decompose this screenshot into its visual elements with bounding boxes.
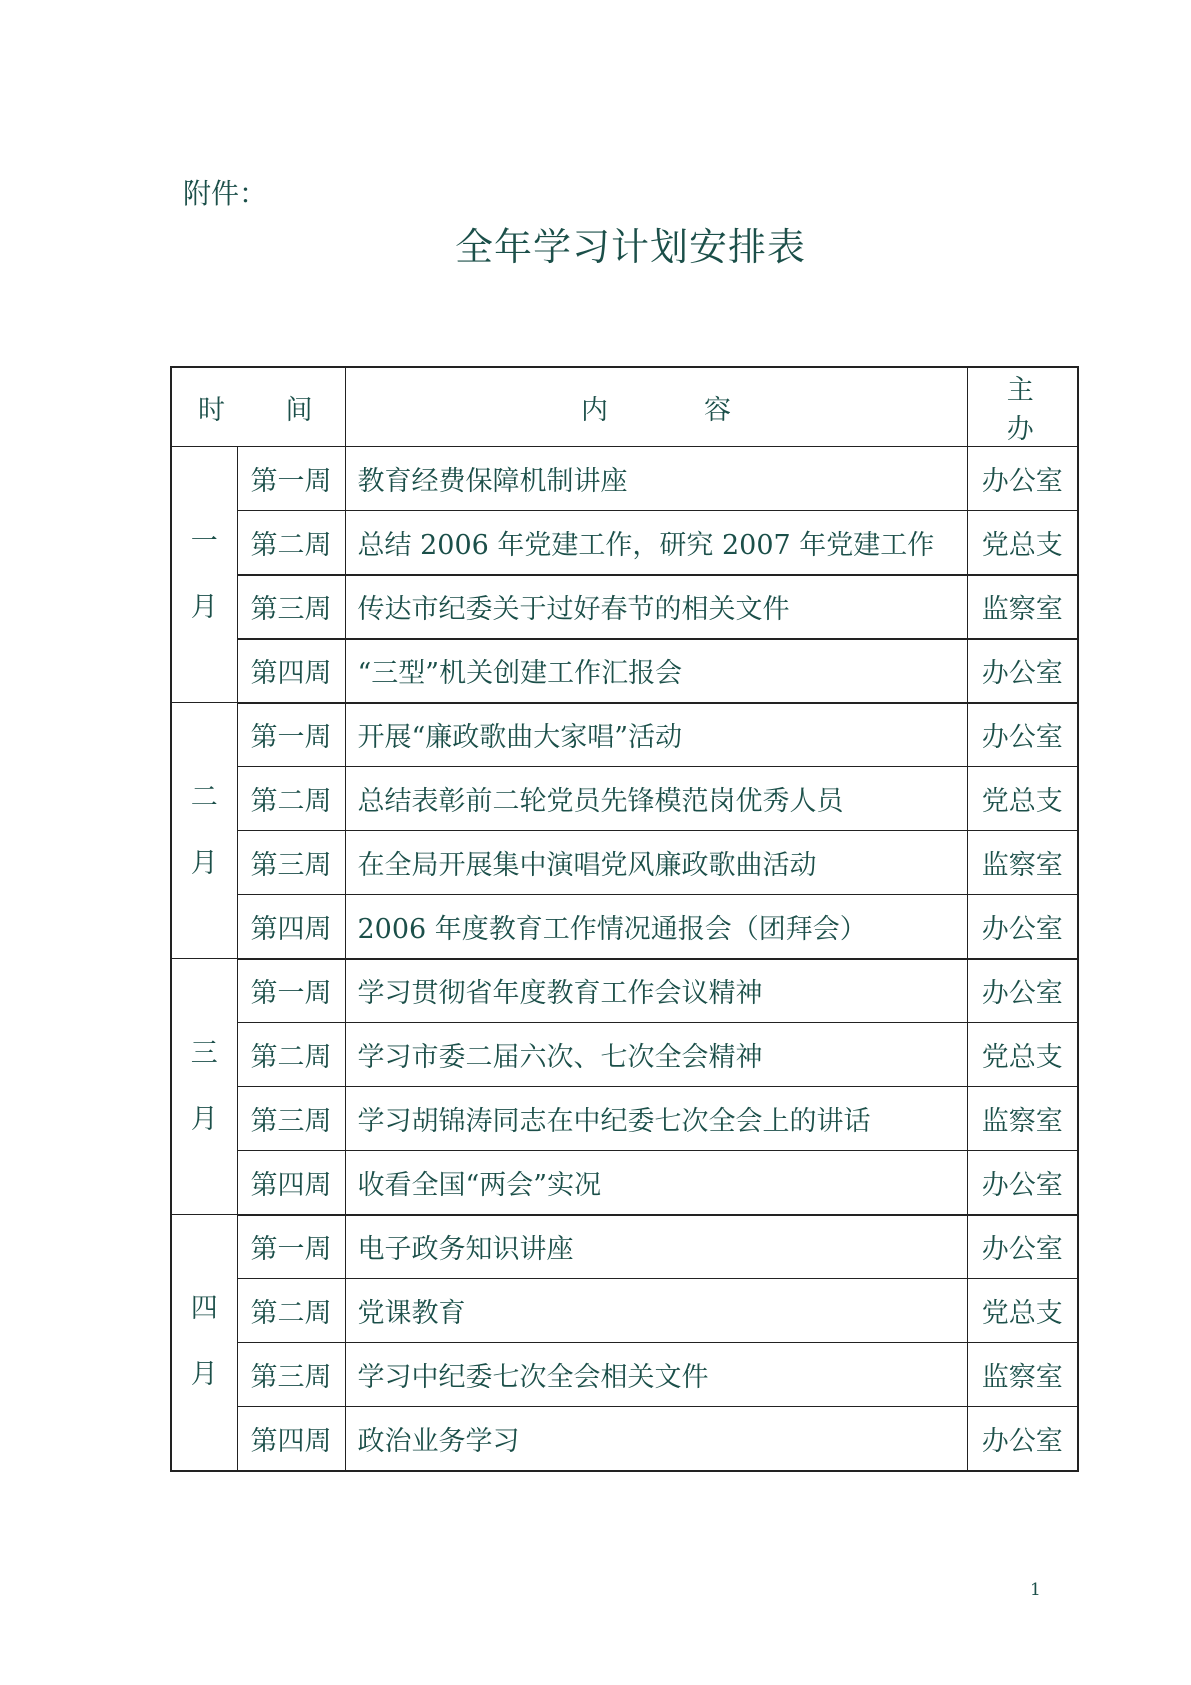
header-content-left: 内 <box>581 394 608 426</box>
organizer-cell: 办公室 <box>967 959 1078 1023</box>
table-row <box>171 767 1078 831</box>
attachment-label: 附件： <box>183 177 268 210</box>
content-cell: 总结 2006 年党建工作，研究 2007 年党建工作 <box>345 511 967 575</box>
organizer-cell: 党总支 <box>967 1023 1078 1087</box>
month-label-top: 二 <box>190 781 218 813</box>
week-cell: 第三周 <box>237 575 345 639</box>
study-plan-table <box>170 366 1079 1472</box>
week-cell: 第四周 <box>237 1151 345 1215</box>
week-cell: 第一周 <box>237 447 345 511</box>
table-row <box>171 959 1078 1023</box>
week-cell: 第三周 <box>237 831 345 895</box>
organizer-cell: 监察室 <box>967 1343 1078 1407</box>
table-row <box>171 1407 1078 1471</box>
content-cell: 传达市纪委关于过好春节的相关文件 <box>345 575 967 639</box>
week-cell: 第三周 <box>237 1343 345 1407</box>
organizer-cell: 监察室 <box>967 831 1078 895</box>
month-cell <box>171 447 237 703</box>
content-cell: 电子政务知识讲座 <box>345 1215 967 1279</box>
week-cell: 第四周 <box>237 639 345 703</box>
header-content-right: 容 <box>704 394 731 426</box>
week-cell: 第二周 <box>237 1279 345 1343</box>
week-cell: 第二周 <box>237 767 345 831</box>
table-row <box>171 511 1078 575</box>
month-cell <box>171 1215 237 1471</box>
organizer-cell: 办公室 <box>967 1151 1078 1215</box>
content-cell: 党课教育 <box>345 1279 967 1343</box>
organizer-cell: 办公室 <box>967 895 1078 959</box>
content-cell: 教育经费保障机制讲座 <box>345 447 967 511</box>
organizer-cell: 党总支 <box>967 1279 1078 1343</box>
page-number: 1 <box>1030 1580 1041 1600</box>
content-cell: 开展“廉政歌曲大家唱”活动 <box>345 703 967 767</box>
organizer-cell: 监察室 <box>967 1087 1078 1151</box>
table-header-row <box>171 367 1078 447</box>
week-cell: 第二周 <box>237 511 345 575</box>
organizer-cell: 办公室 <box>967 639 1078 703</box>
organizer-cell: 办公室 <box>967 1407 1078 1471</box>
month-label-bottom: 月 <box>190 591 218 623</box>
table-row <box>171 1343 1078 1407</box>
header-content <box>345 367 967 447</box>
table-row <box>171 575 1078 639</box>
month-label-top: 四 <box>190 1293 218 1325</box>
organizer-cell: 办公室 <box>967 1215 1078 1279</box>
week-cell: 第四周 <box>237 1407 345 1471</box>
content-cell: 收看全国“两会”实况 <box>345 1151 967 1215</box>
table-row <box>171 703 1078 767</box>
table-row <box>171 1279 1078 1343</box>
table-row <box>171 1087 1078 1151</box>
content-cell: 在全局开展集中演唱党风廉政歌曲活动 <box>345 831 967 895</box>
month-label-bottom: 月 <box>190 1103 218 1135</box>
month-label-bottom: 月 <box>190 1359 218 1391</box>
organizer-cell: 监察室 <box>967 575 1078 639</box>
organizer-cell: 党总支 <box>967 511 1078 575</box>
week-cell: 第一周 <box>237 703 345 767</box>
content-cell: 总结表彰前二轮党员先锋模范岗优秀人员 <box>345 767 967 831</box>
header-time: 时 间 <box>171 367 345 447</box>
header-organizer: 主 办 <box>967 367 1078 447</box>
table-body <box>171 447 1078 1471</box>
content-cell: 政治业务学习 <box>345 1407 967 1471</box>
table-row <box>171 1023 1078 1087</box>
month-cell <box>171 703 237 959</box>
content-cell: “三型”机关创建工作汇报会 <box>345 639 967 703</box>
table-row <box>171 831 1078 895</box>
week-cell: 第四周 <box>237 895 345 959</box>
table-row <box>171 639 1078 703</box>
table-row <box>171 1215 1078 1279</box>
document-title: 全年学习计划安排表 <box>454 225 806 269</box>
organizer-cell: 办公室 <box>967 703 1078 767</box>
table-row <box>171 447 1078 511</box>
table-row <box>171 895 1078 959</box>
week-cell: 第一周 <box>237 1215 345 1279</box>
content-cell: 2006 年度教育工作情况通报会（团拜会） <box>345 895 967 959</box>
table-row <box>171 1151 1078 1215</box>
month-cell <box>171 959 237 1215</box>
week-cell: 第三周 <box>237 1087 345 1151</box>
organizer-cell: 党总支 <box>967 767 1078 831</box>
content-cell: 学习胡锦涛同志在中纪委七次全会上的讲话 <box>345 1087 967 1151</box>
week-cell: 第一周 <box>237 959 345 1023</box>
month-label-top: 一 <box>190 525 218 557</box>
organizer-cell: 办公室 <box>967 447 1078 511</box>
content-cell: 学习中纪委七次全会相关文件 <box>345 1343 967 1407</box>
content-cell: 学习市委二届六次、七次全会精神 <box>345 1023 967 1087</box>
month-label-bottom: 月 <box>190 847 218 879</box>
week-cell: 第二周 <box>237 1023 345 1087</box>
month-label-top: 三 <box>190 1037 218 1069</box>
content-cell: 学习贯彻省年度教育工作会议精神 <box>345 959 967 1023</box>
